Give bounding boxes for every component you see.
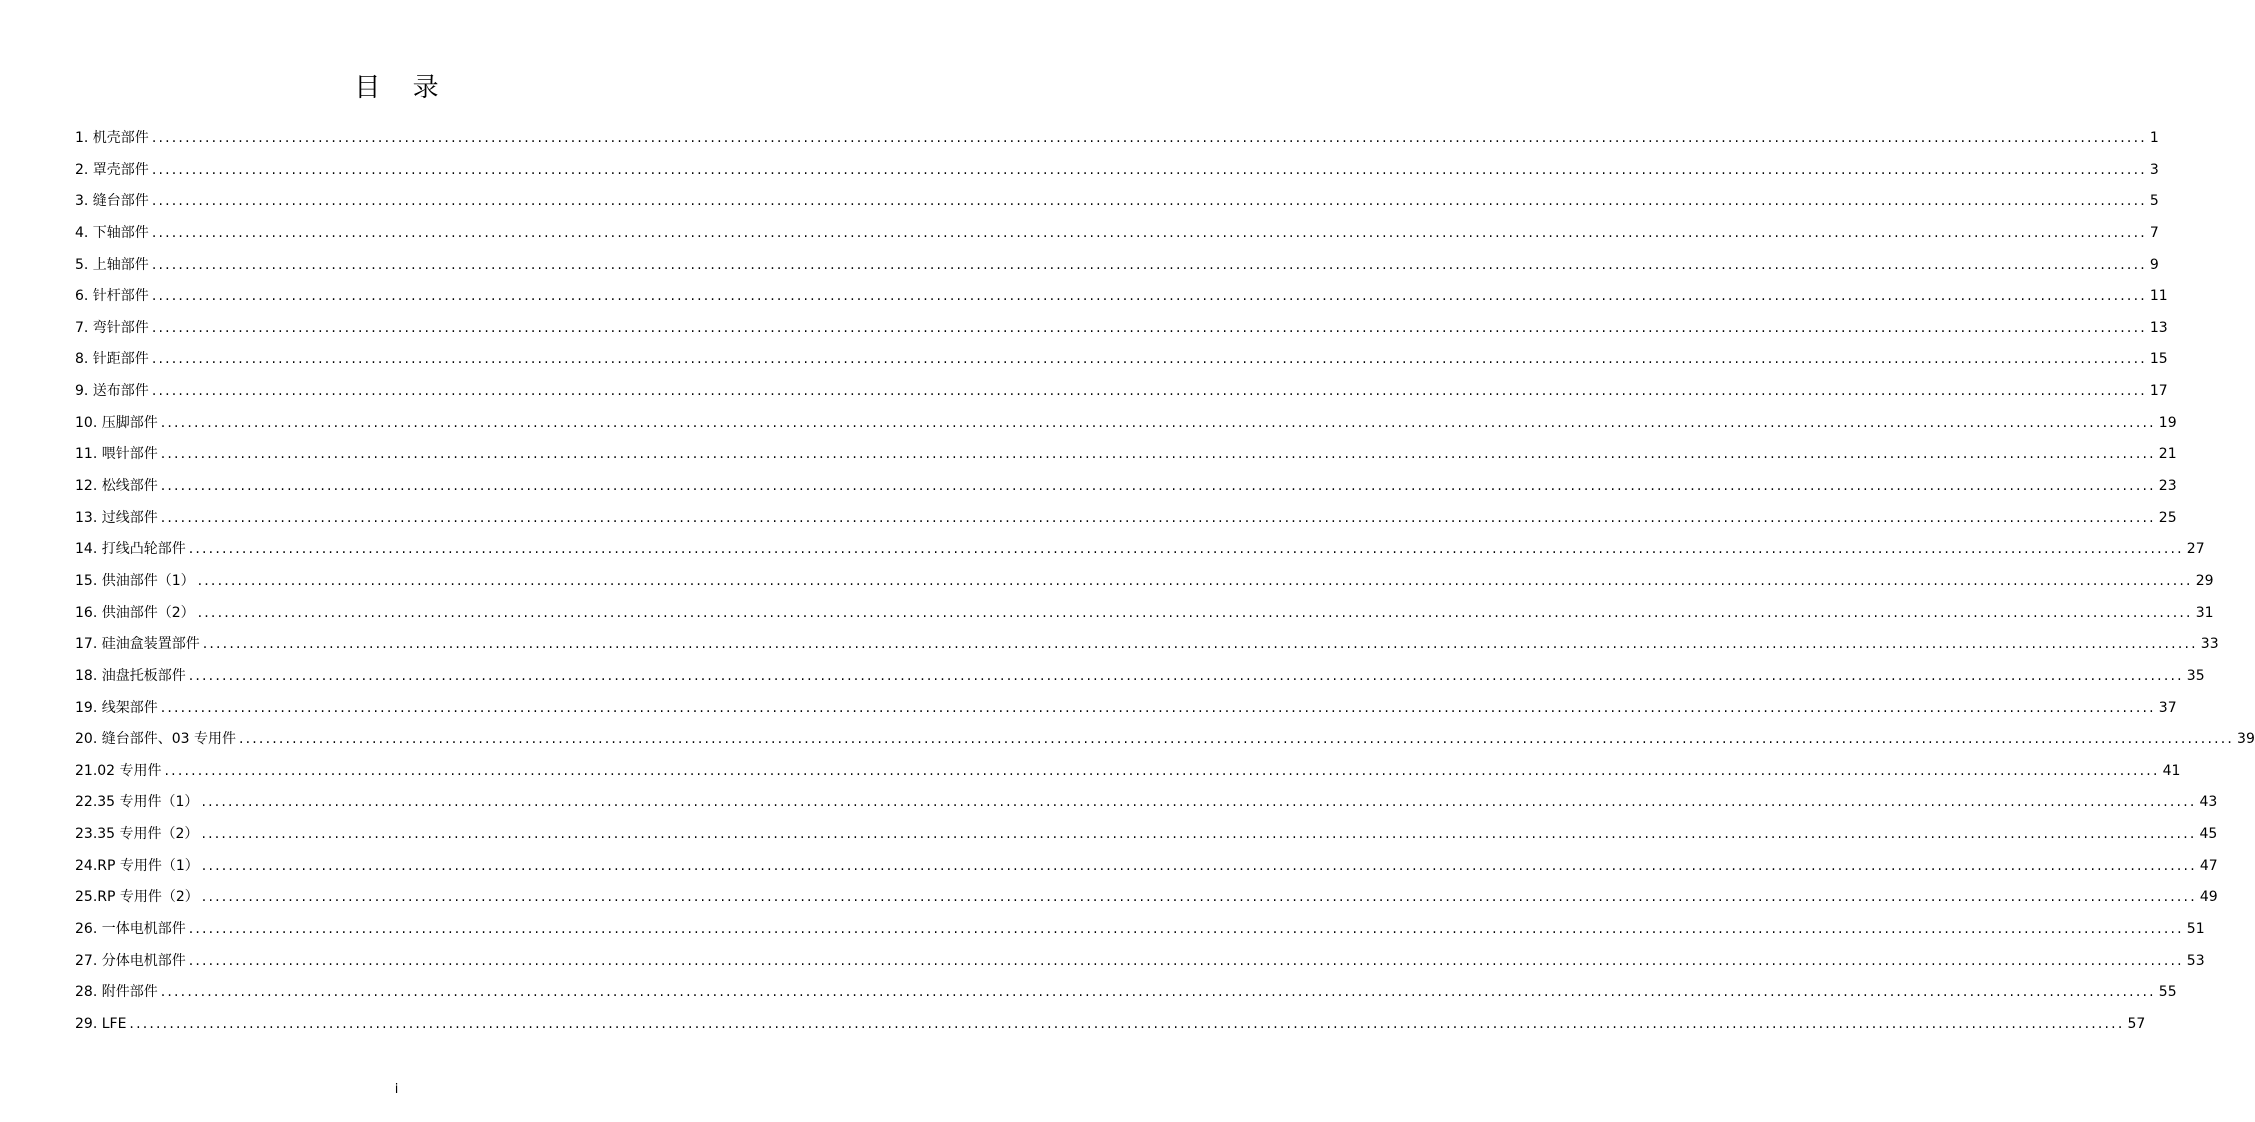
toc-entry-label: 19. 线架部件 [75,699,158,716]
toc-entry-label: 23.35 专用件（2） [75,826,199,843]
toc-entry[interactable] [75,376,2168,408]
toc-entry-page: 3 [2149,161,2159,178]
toc-entry[interactable] [75,566,2214,598]
toc-dot-leader: ............................................................................................................................................................................................................................................................................................................ [188,541,2184,558]
toc-entry[interactable] [75,756,2181,788]
toc-dot-leader: ............................................................................................................................................................................................................................................................................................................ [160,699,2156,716]
toc-entry-page: 53 [2186,952,2205,969]
toc-entry-label: 15. 供油部件（1） [75,572,195,589]
toc-dot-leader: ............................................................................................................................................................................................................................................................................................................ [151,288,2147,305]
toc-dot-leader: ............................................................................................................................................................................................................................................................................................................ [129,1015,2125,1032]
toc-entry[interactable] [75,629,2219,661]
toc-entry-label: 20. 缝台部件、03 专用件 [75,731,236,748]
toc-entry-page: 35 [2186,667,2205,684]
toc-entry-page: 57 [2127,1015,2146,1032]
toc-dot-leader: ............................................................................................................................................................................................................................................................................................................ [188,921,2184,938]
table-of-contents [75,123,2255,1041]
page-title: 目 录 [354,73,451,103]
toc-entry[interactable] [75,946,2205,978]
toc-entry-page: 33 [2200,636,2219,653]
toc-entry[interactable] [75,155,2159,187]
toc-entry-page: 11 [2149,288,2168,305]
toc-entry-label: 7. 弯针部件 [75,319,149,336]
toc-entry-label: 4. 下轴部件 [75,224,149,241]
toc-entry-page: 21 [2158,446,2177,463]
toc-dot-leader: ............................................................................................................................................................................................................................................................................................................ [151,193,2147,210]
toc-entry-label: 3. 缝台部件 [75,193,149,210]
toc-entry-page: 51 [2186,921,2205,938]
toc-dot-leader: ............................................................................................................................................................................................................................................................................................................ [201,889,2197,906]
toc-entry-page: 27 [2186,541,2205,558]
toc-dot-leader: ............................................................................................................................................................................................................................................................................................................ [197,604,2193,621]
toc-entry-page: 49 [2199,889,2218,906]
toc-entry-label: 27. 分体电机部件 [75,952,186,969]
toc-entry[interactable] [75,661,2205,693]
toc-entry-page: 31 [2195,604,2214,621]
toc-entry-label: 6. 针杆部件 [75,288,149,305]
toc-dot-leader: ............................................................................................................................................................................................................................................................................................................ [160,414,2156,431]
toc-entry-label: 16. 供油部件（2） [75,604,195,621]
toc-dot-leader: ............................................................................................................................................................................................................................................................................................................ [160,984,2156,1001]
toc-entry[interactable] [75,598,2214,630]
toc-entry[interactable] [75,977,2177,1009]
toc-entry-page: 55 [2158,984,2177,1001]
toc-dot-leader: ............................................................................................................................................................................................................................................................................................................ [197,572,2193,589]
toc-dot-leader: ............................................................................................................................................................................................................................................................................................................ [160,478,2156,495]
toc-entry-label: 22.35 专用件（1） [75,794,199,811]
toc-dot-leader: ............................................................................................................................................................................................................................................................................................................ [201,826,2197,843]
toc-entry-page: 45 [2199,826,2218,843]
toc-entry-page: 25 [2158,509,2177,526]
toc-entry-page: 17 [2149,383,2168,400]
toc-entry[interactable] [75,313,2168,345]
toc-entry-label: 28. 附件部件 [75,984,158,1001]
toc-entry[interactable] [75,534,2205,566]
toc-entry-label: 11. 喂针部件 [75,446,158,463]
toc-dot-leader: ............................................................................................................................................................................................................................................................................................................ [201,857,2197,874]
toc-entry[interactable] [75,693,2177,725]
toc-entry-label: 18. 油盘托板部件 [75,667,186,684]
toc-dot-leader: ............................................................................................................................................................................................................................................................................................................ [160,446,2156,463]
toc-dot-leader: ............................................................................................................................................................................................................................................................................................................ [151,161,2147,178]
toc-entry[interactable] [75,471,2177,503]
toc-entry[interactable] [75,250,2159,282]
toc-entry-label: 1. 机壳部件 [75,130,149,146]
toc-entry-label: 14. 打线凸轮部件 [75,541,186,558]
toc-entry-label: 25.RP 专用件（2） [75,889,199,906]
toc-entry-page: 1 [2149,130,2159,146]
toc-dot-leader: ............................................................................................................................................................................................................................................................................................................ [238,731,2235,748]
toc-dot-leader: ............................................................................................................................................................................................................................................................................................................ [151,383,2147,400]
toc-entry[interactable] [75,1009,2146,1041]
toc-entry-page: 43 [2199,794,2218,811]
toc-entry[interactable] [75,186,2159,218]
toc-entry-label: 21.02 专用件 [75,762,162,779]
toc-entry[interactable] [75,123,2159,155]
toc-entry[interactable] [75,503,2177,535]
toc-dot-leader: ............................................................................................................................................................................................................................................................................................................ [151,224,2147,241]
toc-dot-leader: ............................................................................................................................................................................................................................................................................................................ [151,130,2147,146]
toc-dot-leader: ............................................................................................................................................................................................................................................................................................................ [151,319,2147,336]
toc-entry-page: 39 [2237,731,2255,748]
toc-dot-leader: ............................................................................................................................................................................................................................................................................................................ [188,667,2184,684]
toc-entry-label: 10. 压脚部件 [75,414,158,431]
toc-entry-page: 29 [2195,572,2214,589]
toc-dot-leader: ............................................................................................................................................................................................................................................................................................................ [202,636,2198,653]
toc-entry[interactable] [75,408,2177,440]
toc-entry[interactable] [75,914,2205,946]
toc-entry-page: 23 [2158,478,2177,495]
toc-entry-label: 13. 过线部件 [75,509,158,526]
toc-entry-page: 5 [2149,193,2159,210]
toc-entry-page: 15 [2149,351,2168,368]
toc-entry-page: 41 [2162,762,2181,779]
toc-entry-page: 37 [2158,699,2177,716]
toc-entry-label: 8. 针距部件 [75,351,149,368]
toc-entry[interactable] [75,281,2168,313]
toc-dot-leader: ............................................................................................................................................................................................................................................................................................................ [201,794,2197,811]
toc-dot-leader: ............................................................................................................................................................................................................................................................................................................ [160,509,2156,526]
toc-entry-page: 7 [2149,224,2159,241]
toc-entry[interactable] [75,724,2255,756]
toc-dot-leader: ............................................................................................................................................................................................................................................................................................................ [188,952,2184,969]
toc-dot-leader: ............................................................................................................................................................................................................................................................................................................ [164,762,2160,779]
page-number: i [394,1082,399,1097]
toc-entry[interactable] [75,439,2177,471]
toc-entry-page: 9 [2149,256,2159,273]
toc-entry-label: 26. 一体电机部件 [75,921,186,938]
toc-entry-label: 24.RP 专用件（1） [75,857,199,874]
toc-dot-leader: ............................................................................................................................................................................................................................................................................................................ [151,256,2147,273]
toc-entry[interactable] [75,344,2168,376]
toc-entry-label: 29. LFE [75,1015,127,1032]
toc-entry[interactable] [75,218,2159,250]
toc-entry-label: 12. 松线部件 [75,478,158,495]
toc-entry-page: 13 [2149,319,2168,336]
toc-entry-page: 19 [2158,414,2177,431]
toc-entry-label: 2. 罩壳部件 [75,161,149,178]
toc-entry-page: 47 [2199,857,2218,874]
toc-entry[interactable] [75,819,2218,851]
toc-dot-leader: ............................................................................................................................................................................................................................................................................................................ [151,351,2147,368]
toc-entry-label: 17. 硅油盒装置部件 [75,636,200,653]
toc-entry[interactable] [75,787,2218,819]
toc-entry[interactable] [75,882,2218,914]
toc-entry-label: 9. 送布部件 [75,383,149,400]
toc-entry-label: 5. 上轴部件 [75,256,149,273]
toc-entry[interactable] [75,851,2218,883]
